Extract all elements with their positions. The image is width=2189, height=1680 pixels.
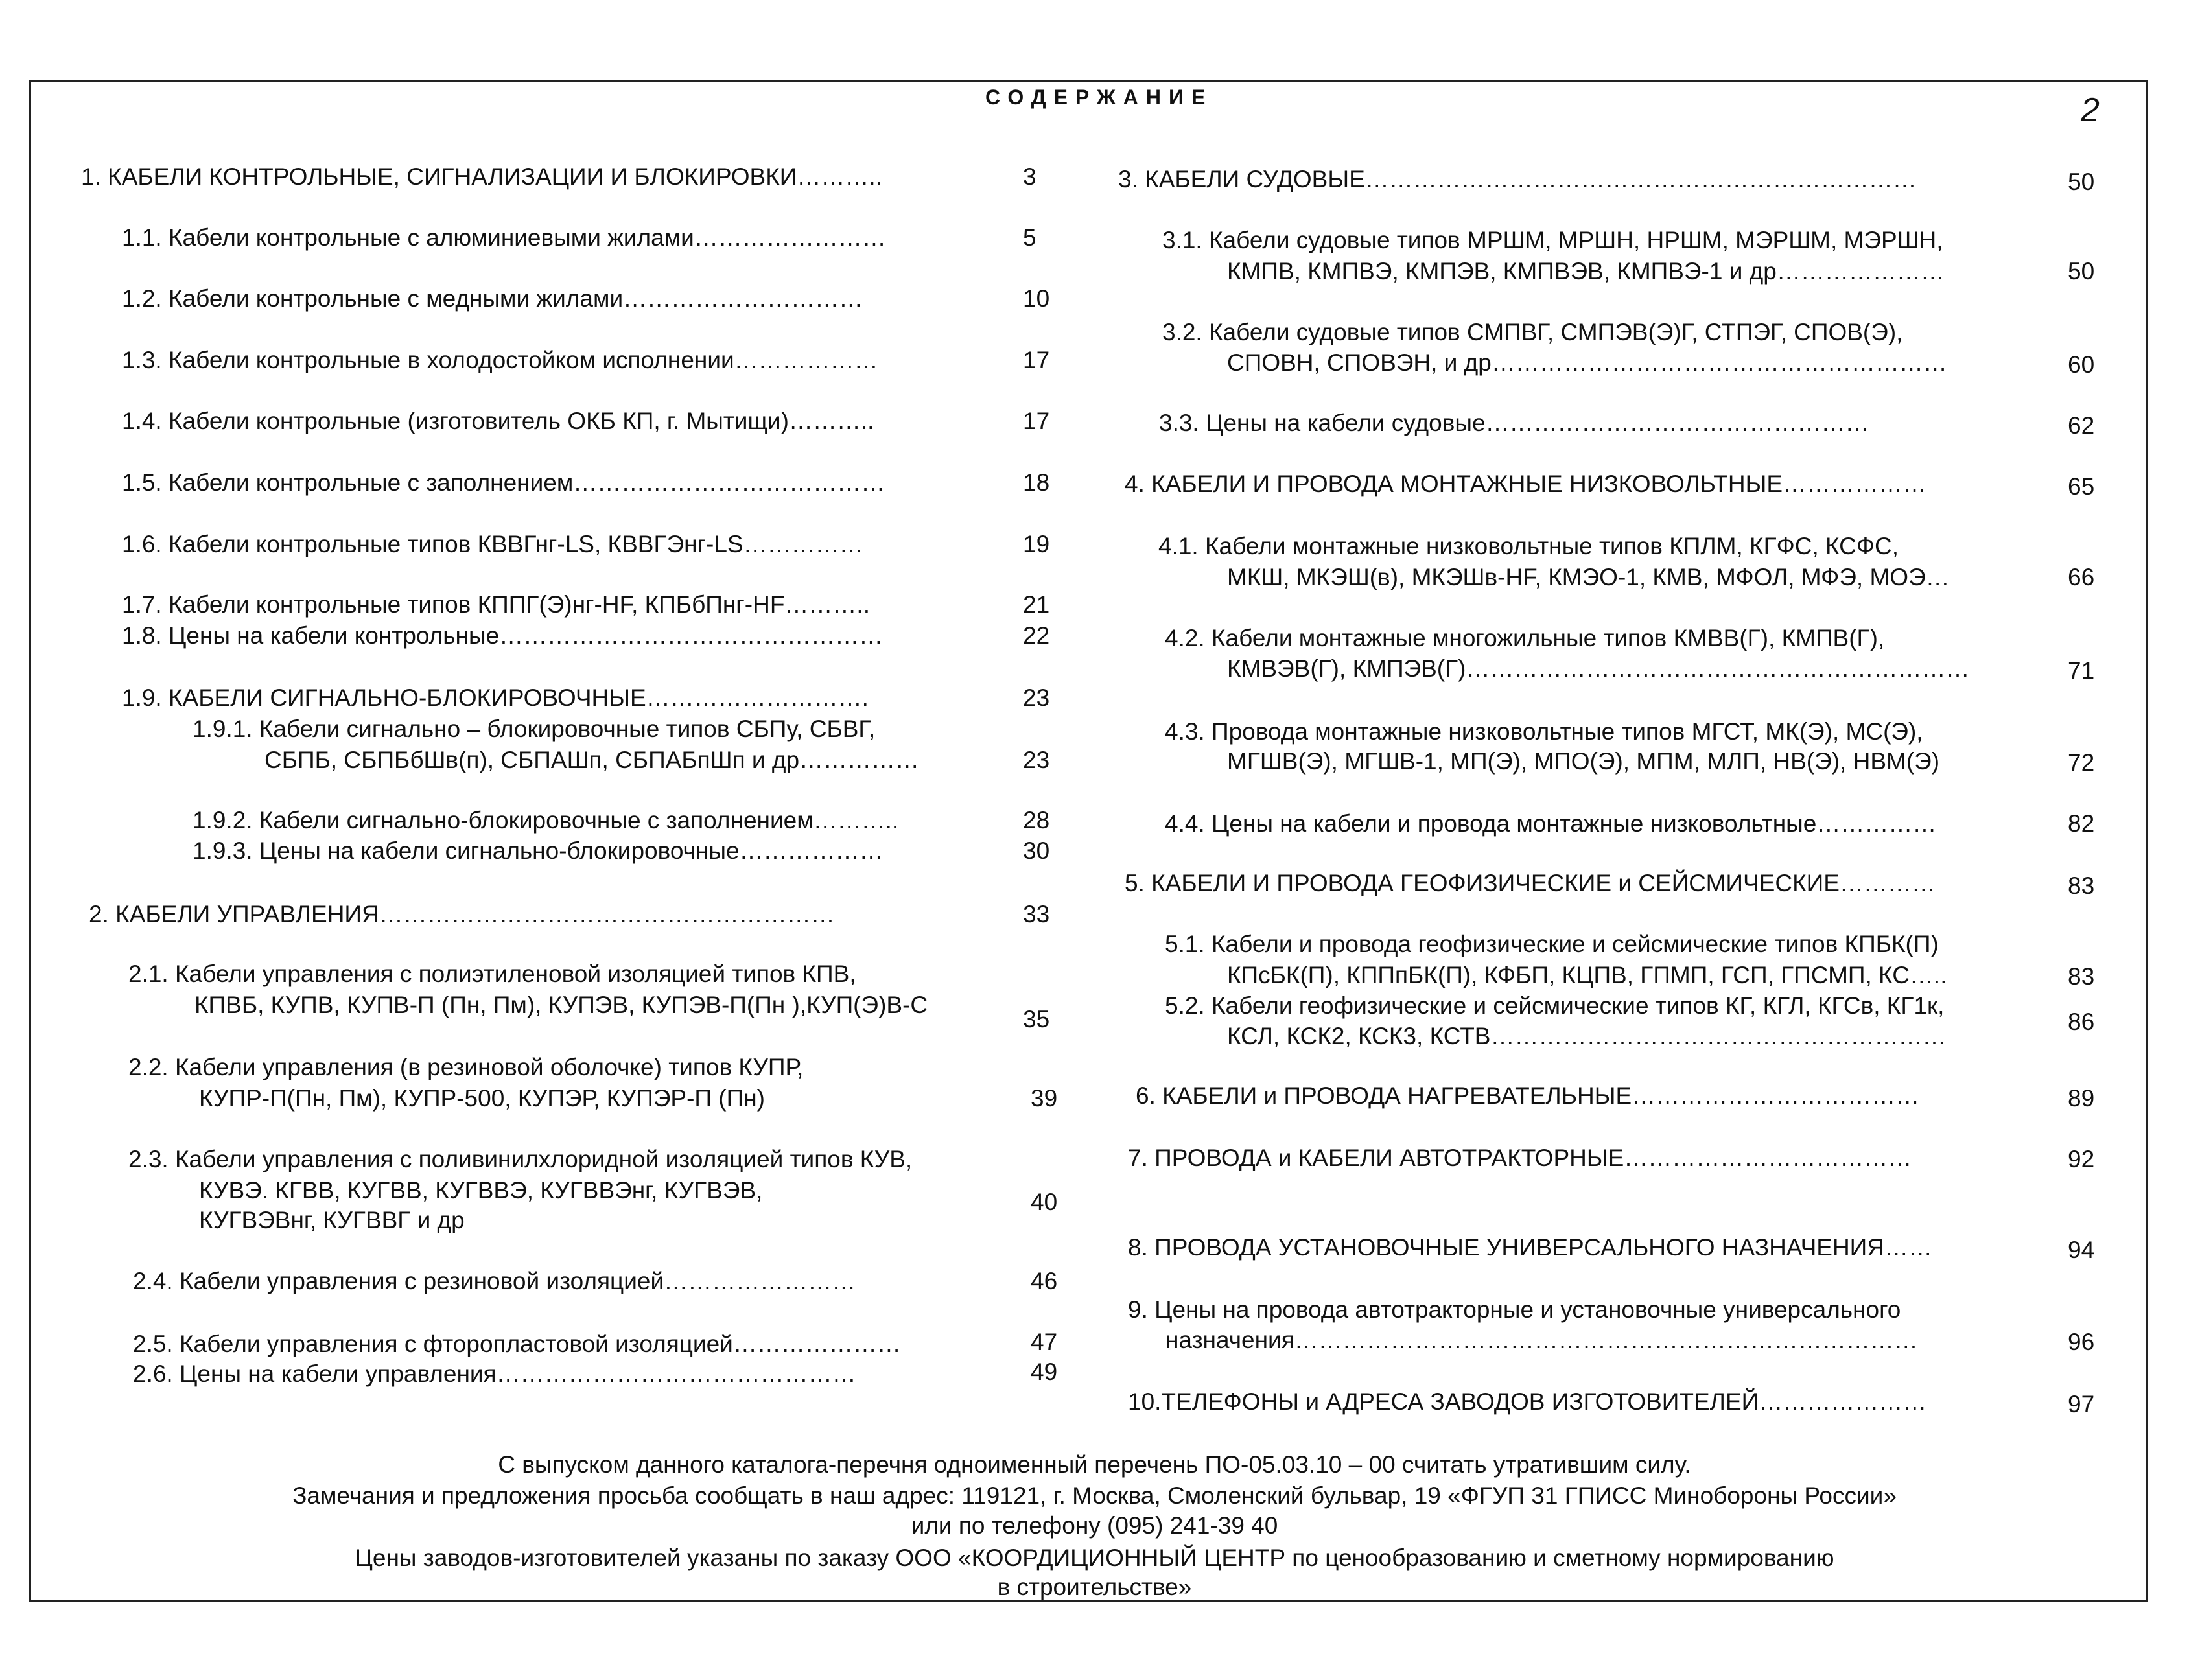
toc-entry: 5. КАБЕЛИ И ПРОВОДА ГЕОФИЗИЧЕСКИЕ и СЕЙСМИЧЕСКИЕ………… (1125, 870, 1936, 896)
toc-entry: МГШВ(Э), МГШВ-1, МП(Э), МПО(Э), МПМ, МЛП, НВ(Э), НВМ(Э) (1227, 748, 1940, 775)
toc-entry: КМПВ, КМПВЭ, КМПЭВ, КМПВЭВ, КМПВЭ-1 и др………………… (1227, 258, 1945, 285)
footer-note: или по телефону (095) 241-39 40 (911, 1512, 1278, 1539)
toc-entry: 6. КАБЕЛИ и ПРОВОДА НАГРЕВАТЕЛЬНЫЕ……………………………… (1136, 1082, 1920, 1109)
toc-entry: 1.9. КАБЕЛИ СИГНАЛЬНО-БЛОКИРОВОЧНЫЕ………………………. (122, 684, 869, 711)
toc-entry: 1.8. Цены на кабели контрольные………………………………………… (122, 622, 884, 649)
toc-page: 10 (1023, 285, 1050, 312)
toc-entry: назначения…………………………………………………………………… (1165, 1327, 1918, 1353)
toc-entry: СБПБ, СБПБбШв(п), СБПАШп, СБПАБпШп и др…………… (264, 747, 920, 773)
toc-entry: КМВЭВ(Г), КМПЭВ(Г)……………………………………………………… (1227, 655, 1970, 682)
toc-entry: 1.5. Кабели контрольные с заполнением………………………………… (122, 469, 885, 496)
toc-entry: 4.1. Кабели монтажные низковольтные типов КПЛМ, КГФС, КСФС, (1158, 533, 1899, 559)
toc-entry: 1.2. Кабели контрольные с медными жилами………………………… (122, 285, 863, 312)
toc-entry: 1.9.3. Цены на кабели сигнально-блокировочные……………… (193, 837, 884, 864)
toc-entry: 1.4. Кабели контрольные (изготовитель ОКБ КП, г. Мытищи)……….. (122, 408, 874, 434)
toc-entry: КПВБ, КУПВ, КУПВ-П (Пн, Пм), КУПЭВ, КУПЭВ-П(Пн ),КУП(Э)В-С (194, 992, 928, 1018)
toc-entry: КСЛ, КСК2, КСК3, КСТВ………………………………………………… (1227, 1023, 1947, 1049)
toc-page: 21 (1023, 591, 1050, 618)
toc-page: 62 (2068, 412, 2095, 439)
toc-page: 3 (1023, 163, 1036, 190)
toc-entry: 2.1. Кабели управления с полиэтиленовой изоляцией типов КПВ, (128, 961, 856, 987)
toc-page: 47 (1031, 1329, 1058, 1355)
toc-page: 19 (1023, 531, 1050, 557)
toc-page: 23 (1023, 684, 1050, 711)
toc-entry: 5.1. Кабели и провода геофизические и сейсмические типов КПБК(П) (1165, 931, 1939, 957)
toc-page: 28 (1023, 807, 1050, 834)
toc-entry: 3.2. Кабели судовые типов СМПВГ, СМПЭВ(Э)Г, СТПЭГ, СПОВ(Э), (1162, 319, 1903, 345)
toc-page: 60 (2068, 351, 2095, 378)
toc-entry: 5.2. Кабели геофизические и сейсмические типов КГ, КГЛ, КГСв, КГ1к, (1165, 992, 1945, 1019)
toc-entry: 4.4. Цены на кабели и провода монтажные низковольтные…………… (1165, 810, 1937, 837)
toc-entry: 7. ПРОВОДА и КАБЕЛИ АВТОТРАКТОРНЫЕ……………………………… (1128, 1145, 1912, 1171)
toc-page: 46 (1031, 1268, 1058, 1294)
footer-note: Замечания и предложения просьба сообщать в наш адрес: 119121, г. Москва, Смоленский бульвар, 19 «ФГУП 31 ГПИСС Минобороны России» (292, 1482, 1897, 1509)
toc-page: 23 (1023, 747, 1050, 773)
toc-page: 39 (1031, 1085, 1058, 1112)
footer-note: Цены заводов-изготовителей указаны по заказу ООО «КООРДИЦИОННЫЙ ЦЕНТР по ценообразованию и сметному нормированию (355, 1545, 1834, 1571)
toc-entry: 2.2. Кабели управления (в резиновой оболочке) типов КУПР, (128, 1054, 804, 1080)
toc-entry: 1.1. Кабели контрольные с алюминиевыми жилами…………………… (122, 224, 886, 251)
toc-entry: 10.ТЕЛЕФОНЫ и АДРЕСА ЗАВОДОВ ИЗГОТОВИТЕЛЕЙ………………… (1128, 1388, 1927, 1415)
toc-entry: КУВЭ. КГВВ, КУГВВ, КУГВВЭ, КУГВВЭнг, КУГВЭВ, (199, 1177, 763, 1204)
toc-page: 82 (2068, 810, 2095, 837)
toc-page: 17 (1023, 408, 1050, 434)
page-title: СОДЕРЖАНИЕ (985, 86, 1213, 109)
toc-page: 40 (1031, 1189, 1058, 1215)
toc-page: 97 (2068, 1391, 2095, 1418)
footer-note: С выпуском данного каталога-перечня одноименный перечень ПО-05.03.10 – 00 считать утратившим силу. (498, 1451, 1691, 1478)
toc-entry: КПсБК(П), КППпБК(П), КФБП, КЦПВ, ГПМП, ГСП, ГПСМП, КС….. (1227, 962, 1947, 988)
toc-page: 94 (2068, 1237, 2095, 1263)
toc-entry: 1.9.1. Кабели сигнально – блокировочные типов СБПу, СБВГ, (193, 716, 876, 742)
toc-entry: 1.3. Кабели контрольные в холодостойком исполнении……………… (122, 347, 878, 373)
toc-entry: 3.3. Цены на кабели судовые………………………………………… (1159, 410, 1869, 436)
toc-page: 92 (2068, 1146, 2095, 1172)
toc-page: 18 (1023, 469, 1050, 496)
toc-entry: 1.7. Кабели контрольные типов КППГ(Э)нг-HF, КПБбПнг-HF……….. (122, 591, 870, 618)
toc-entry: 9. Цены на провода автотракторные и установочные универсального (1128, 1296, 1901, 1323)
toc-page: 50 (2068, 258, 2095, 285)
toc-page: 5 (1023, 224, 1036, 251)
toc-page: 30 (1023, 837, 1050, 864)
page-number: 2 (2081, 91, 2100, 129)
toc-entry: 4.3. Провода монтажные низковольтные типов МГСТ, МК(Э), МС(Э), (1165, 718, 1923, 745)
toc-entry: КУГВЭВнг, КУГВВГ и др (199, 1207, 465, 1233)
toc-page: 17 (1023, 347, 1050, 373)
toc-entry: 1.6. Кабели контрольные типов КВВГнг-LS, КВВГЭнг-LS…………… (122, 531, 863, 557)
toc-entry: 3. КАБЕЛИ СУДОВЫЕ…………………………………………………………… (1118, 166, 1917, 192)
toc-page: 33 (1023, 901, 1050, 928)
toc-entry: 2.3. Кабели управления с поливинилхлоридной изоляцией типов КУВ, (128, 1146, 913, 1172)
toc-entry: 2.5. Кабели управления с фторопластовой изоляцией………………… (133, 1331, 901, 1357)
toc-entry: СПОВН, СПОВЭН, и др………………………………………………… (1227, 349, 1947, 376)
toc-page: 96 (2068, 1329, 2095, 1355)
toc-page: 86 (2068, 1009, 2095, 1035)
toc-page: 83 (2068, 872, 2095, 899)
toc-entry: 1. КАБЕЛИ КОНТРОЛЬНЫЕ, СИГНАЛИЗАЦИИ И БЛОКИРОВКИ……….. (81, 163, 882, 190)
toc-entry: 8. ПРОВОДА УСТАНОВОЧНЫЕ УНИВЕРСАЛЬНОГО НАЗНАЧЕНИЯ…… (1128, 1234, 1932, 1261)
footer-note: в строительстве» (997, 1574, 1192, 1600)
toc-entry: 4. КАБЕЛИ И ПРОВОДА МОНТАЖНЫЕ НИЗКОВОЛЬТНЫЕ……………… (1125, 471, 1927, 497)
toc-page: 22 (1023, 622, 1050, 649)
toc-page: 71 (2068, 657, 2095, 684)
toc-entry: 4.2. Кабели монтажные многожильные типов КМВВ(Г), КМПВ(Г), (1165, 625, 1885, 651)
toc-page: 72 (2068, 749, 2095, 776)
toc-entry: МКШ, МКЭШ(в), МКЭШв-HF, КМЭО-1, КМВ, МФОЛ, МФЭ, МОЭ… (1227, 564, 1950, 590)
toc-entry: 2. КАБЕЛИ УПРАВЛЕНИЯ………………………………………………… (89, 901, 835, 928)
toc-page: 50 (2068, 169, 2095, 195)
toc-page: 83 (2068, 963, 2095, 990)
toc-page: 89 (2068, 1085, 2095, 1112)
toc-page: 49 (1031, 1359, 1058, 1385)
toc-entry: 1.9.2. Кабели сигнально-блокировочные с заполнением……….. (193, 807, 899, 834)
toc-entry: 3.1. Кабели судовые типов МРШМ, МРШН, НРШМ, МЭРШМ, МЭРШН, (1162, 227, 1943, 253)
toc-page: 65 (2068, 473, 2095, 500)
toc-page: 35 (1023, 1006, 1050, 1032)
toc-entry: 2.6. Цены на кабели управления……………………………………… (133, 1360, 856, 1387)
toc-page: 66 (2068, 564, 2095, 590)
toc-entry: 2.4. Кабели управления с резиновой изоляцией…………………… (133, 1268, 856, 1294)
toc-entry: КУПР-П(Пн, Пм), КУПР-500, КУПЭР, КУПЭР-П (Пн) (199, 1085, 765, 1112)
